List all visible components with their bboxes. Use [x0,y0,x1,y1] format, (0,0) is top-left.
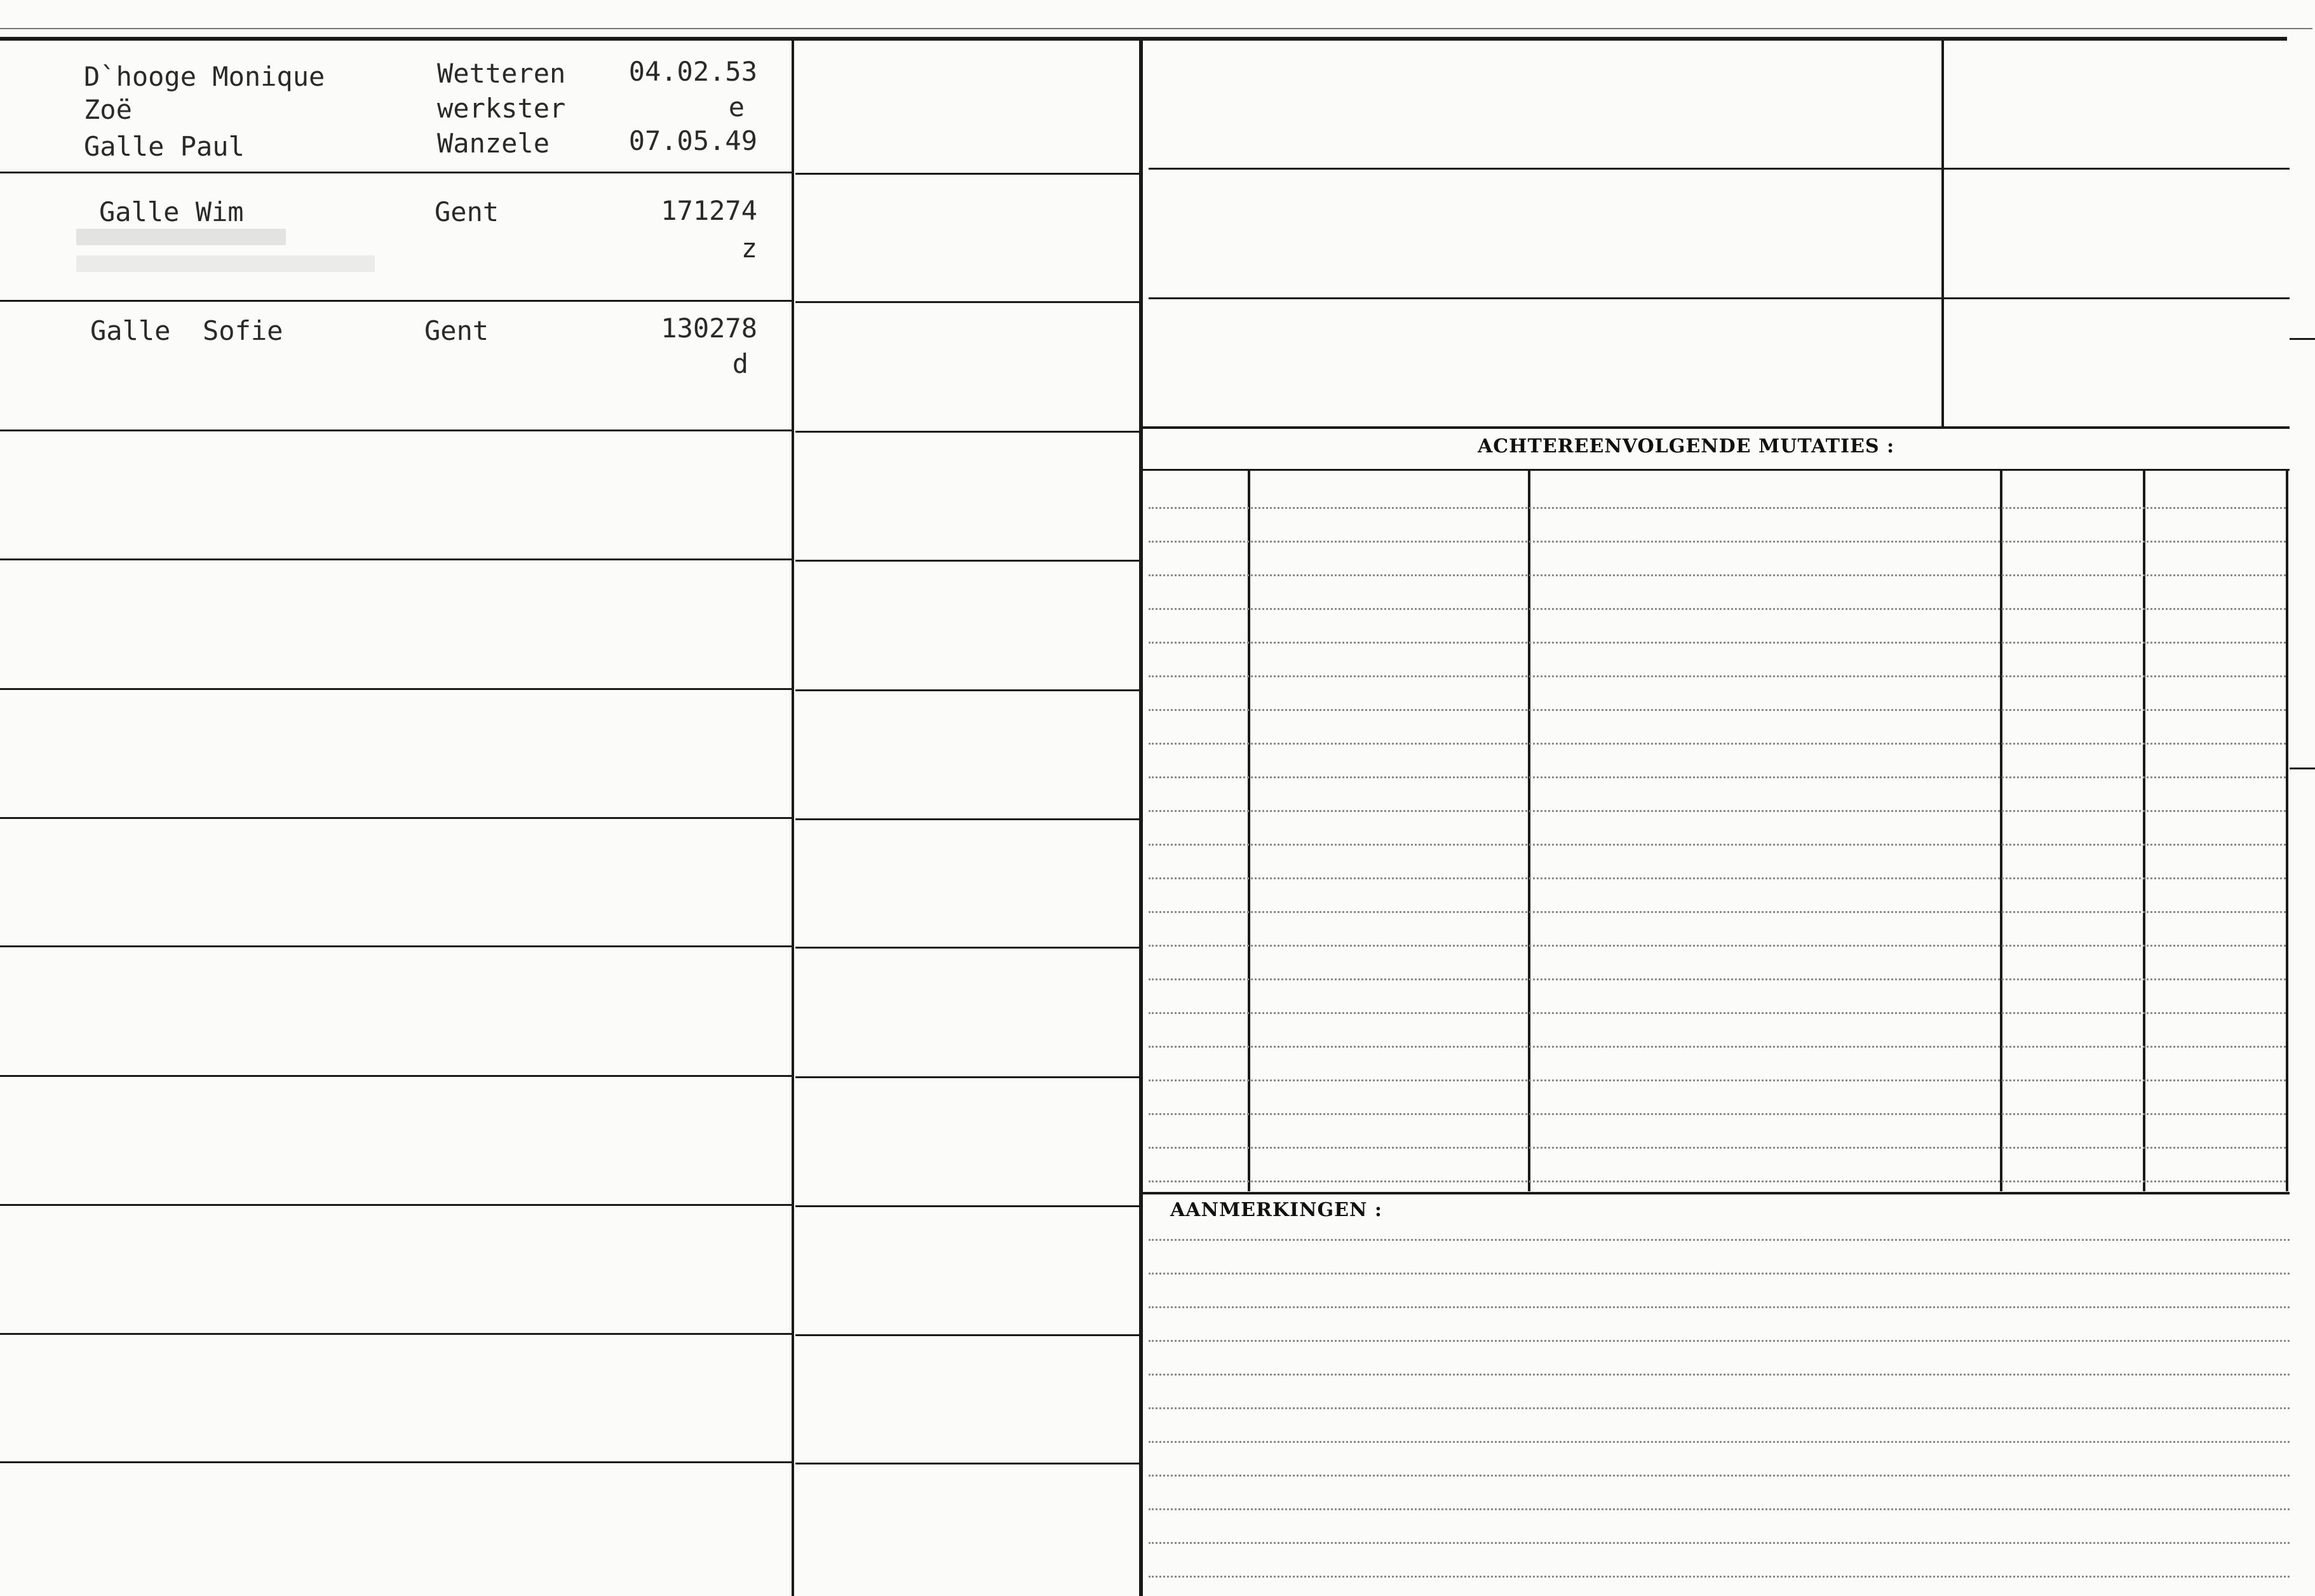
remarks-dotted-line [1149,1273,2290,1275]
remarks-dotted-line [1149,1239,2290,1241]
margin-tick [2290,768,2315,769]
row-rule [0,1075,793,1077]
mutations-dotted-row [1149,945,2286,947]
date-line: 04.02.53 [628,56,757,87]
right-upper-rule [1149,168,2290,170]
date-line: d [732,348,748,379]
name-line: Zoë [84,94,132,125]
mutations-rule [1143,469,2290,471]
place-line: Wetteren [437,58,566,89]
mutations-dotted-row [1149,1113,2286,1115]
mutations-dotted-row [1149,810,2286,812]
mutations-dotted-row [1149,574,2286,576]
remarks-dotted-line [1149,1306,2290,1308]
mutations-column-line [2000,469,2002,1191]
redacted-smudge [76,255,375,272]
row-rule [795,301,1139,303]
remarks-dotted-line [1149,1340,2290,1342]
row-rule [795,173,1139,175]
name-line: Galle Wim [99,196,244,227]
row-rule [0,688,793,690]
row-rule [0,558,793,560]
mutations-dotted-row [1149,1180,2286,1182]
remarks-dotted-line [1149,1542,2290,1544]
row-rule [0,300,793,302]
mutations-dotted-row [1149,642,2286,644]
mutations-dotted-row [1149,709,2286,711]
mutations-dotted-row [1149,1046,2286,1048]
remarks-dotted-line [1149,1407,2290,1409]
date-line: 07.05.49 [628,125,757,156]
row-rule [0,172,793,173]
right-upper-divider [1941,39,1944,427]
row-rule [795,1334,1139,1336]
date-line: z [741,233,757,264]
row-rule [795,1076,1139,1078]
center-divider [1139,39,1143,1596]
redacted-smudge [76,229,286,245]
date-line: 171274 [661,195,757,226]
row-rule [0,945,793,947]
mutations-heading: ACHTEREENVOLGENDE MUTATIES : [1478,435,1895,457]
mutations-dotted-row [1149,978,2286,980]
mutations-dotted-row [1149,507,2286,509]
date-line: 130278 [661,313,757,344]
mutations-column-line [2286,469,2288,1191]
name-line: Galle Sofie [90,315,283,346]
row-rule [795,947,1139,949]
row-rule [0,817,793,819]
row-rule [0,1461,793,1463]
row-rule [795,689,1139,691]
mutations-dotted-row [1149,1147,2286,1149]
row-rule [0,429,793,431]
mutations-column-line [1528,469,1530,1191]
mutations-dotted-row [1149,844,2286,846]
row-rule [795,818,1139,820]
mutations-dotted-row [1149,675,2286,677]
margin-tick [2290,338,2315,340]
remarks-dotted-line [1149,1576,2290,1578]
top-border [0,37,2287,41]
mutations-column-line [1248,469,1250,1191]
place-line: Gent [424,315,489,346]
remarks-dotted-line [1149,1475,2290,1477]
name-line: D`hooge Monique [84,61,325,92]
place-line: werkster [437,93,566,124]
mutations-dotted-row [1149,743,2286,745]
row-rule [795,1205,1139,1207]
row-rule [795,1463,1139,1464]
name-line: Galle Paul [84,131,245,162]
remarks-dotted-line [1149,1508,2290,1510]
mutations-dotted-row [1149,608,2286,610]
row-rule [795,560,1139,562]
mutations-dotted-row [1149,1079,2286,1081]
row-rule [0,1204,793,1206]
place-line: Gent [435,196,499,227]
row-rule [0,1333,793,1335]
date-line: e [728,91,745,123]
mutations-dotted-row [1149,776,2286,778]
remarks-heading: AANMERKINGEN : [1170,1199,1382,1221]
remarks-dotted-line [1149,1441,2290,1443]
mutations-dotted-row [1149,911,2286,913]
mutations-column-line [2143,469,2145,1191]
top-edge [0,28,2312,29]
remarks-top-rule [1143,1192,2290,1194]
row-rule [795,431,1139,433]
mutations-dotted-row [1149,1012,2286,1014]
place-line: Wanzele [437,128,550,159]
mutations-dotted-row [1149,541,2286,543]
remarks-dotted-line [1149,1374,2290,1376]
mutations-dotted-row [1149,877,2286,879]
mutations-top-rule [1143,426,2290,429]
right-upper-rule [1149,297,2290,299]
